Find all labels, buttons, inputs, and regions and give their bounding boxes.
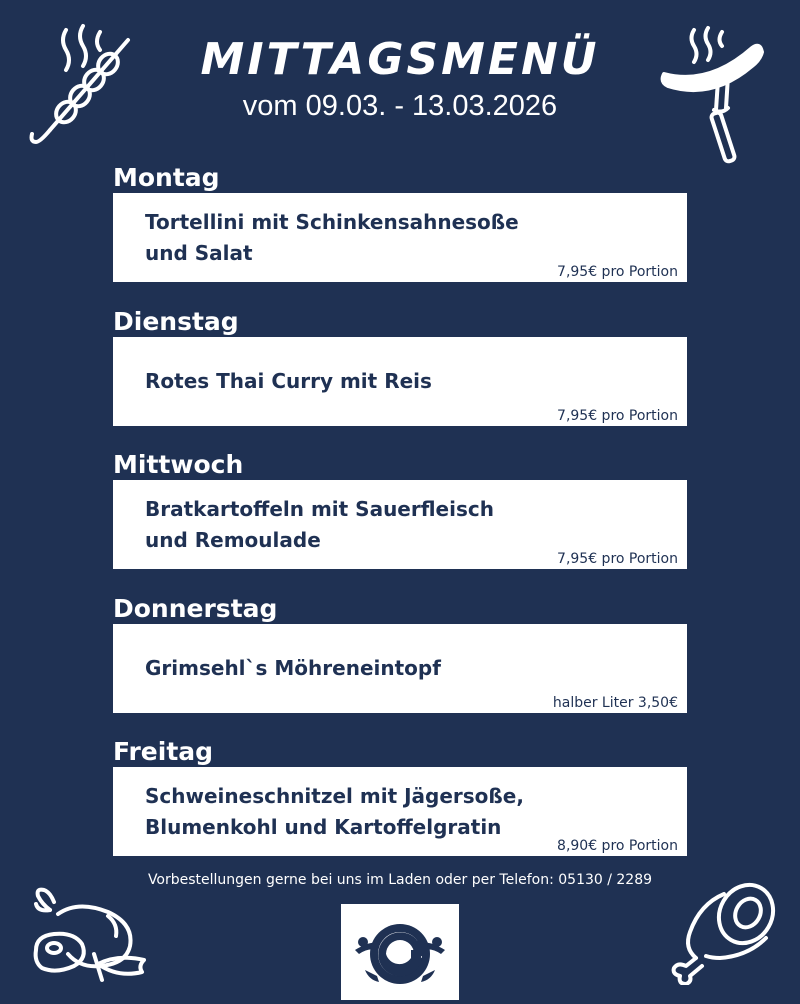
- day-label: Dienstag: [113, 307, 239, 336]
- day-friday: [113, 737, 687, 856]
- day-label: Freitag: [113, 737, 214, 766]
- day-monday: [113, 163, 687, 282]
- menu-card: [113, 480, 687, 569]
- dish-price: 7,95€ pro Portion: [557, 264, 678, 280]
- chicken-steak-icon: [28, 884, 158, 984]
- page-title: MITTAGSMENÜ: [200, 34, 600, 85]
- logo-box: [341, 904, 459, 1000]
- day-tuesday: [113, 307, 687, 426]
- day-label: Mittwoch: [113, 450, 244, 479]
- date-range: vom 09.03. - 13.03.2026: [242, 90, 558, 122]
- dish-name: Schweineschnitzel mit Jägersoße, Blumenkohl und Kartoffelgratin: [145, 783, 524, 839]
- day-wednesday: [113, 450, 687, 569]
- menu-card: [113, 767, 687, 856]
- menu-card: [113, 337, 687, 426]
- dish-price: halber Liter 3,50€: [552, 695, 678, 711]
- sausage-fork-icon: [656, 24, 766, 169]
- menu-card: [113, 193, 687, 282]
- ham-icon: [668, 880, 780, 985]
- dish-name: Grimsehl`s Möhreneintopf: [145, 656, 441, 680]
- dish-name: Tortellini mit Schinkensahnesoße und Salat: [145, 209, 519, 265]
- day-label: Donnerstag: [113, 594, 278, 623]
- menu-card: [113, 624, 687, 713]
- dish-name: Rotes Thai Curry mit Reis: [145, 369, 432, 393]
- dish-price: 8,90€ pro Portion: [557, 838, 678, 854]
- day-thursday: [113, 594, 687, 713]
- skewer-icon: [28, 22, 138, 152]
- dish-price: 7,95€ pro Portion: [557, 551, 678, 567]
- dish-price: 7,95€ pro Portion: [557, 408, 678, 424]
- dish-name: Bratkartoffeln mit Sauerfleisch und Remoulade: [145, 496, 494, 552]
- day-label: Montag: [113, 163, 220, 192]
- preorder-note: Vorbestellungen gerne bei uns im Laden oder per Telefon: 05130 / 2289: [147, 872, 653, 888]
- pig-g-logo-icon: [341, 904, 459, 1000]
